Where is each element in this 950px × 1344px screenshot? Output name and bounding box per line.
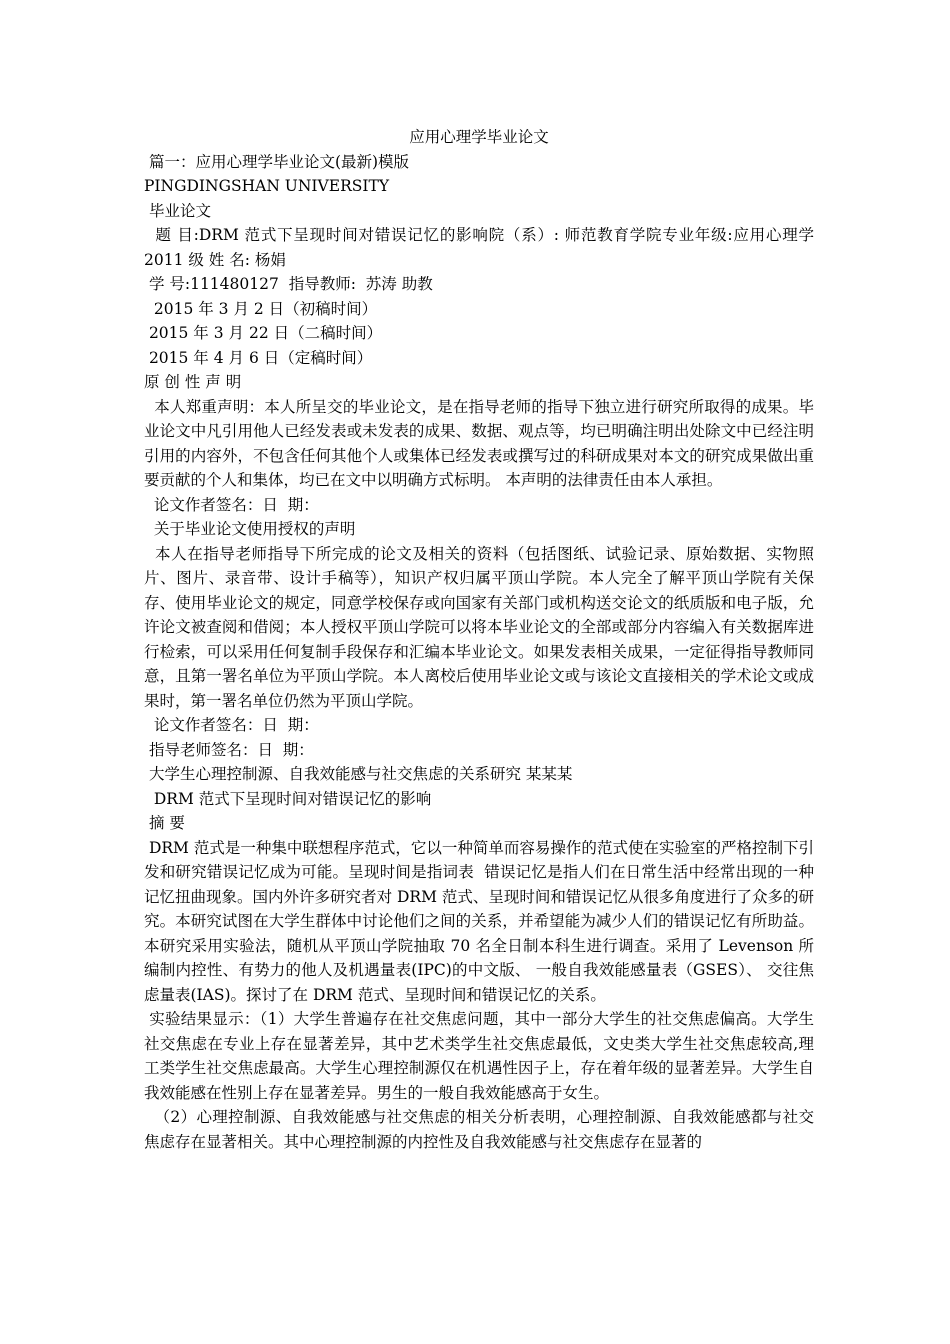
university-name: PINGDINGSHAN UNIVERSITY <box>144 177 390 195</box>
thesis-title-line: DRM 范式下呈现时间对错误记忆的影响 <box>144 789 432 808</box>
date-first-draft: 2015 年 3 月 2 日（初稿时间） <box>144 299 378 318</box>
thesis-label: 毕业论文 <box>144 201 211 220</box>
originality-heading: 原 创 性 声 明 <box>144 373 242 391</box>
abstract-paragraph: DRM 范式是一种集中联想程序范式，它以一种简单而容易操作的范式使在实验室的严格控制下引发和研究错误记忆成为可能。呈现时间是指词表 错误记忆是指人们在日常生活中经常出现的一种记忆扭曲现象。国内外许多研究者对 DRM 范式、呈现时间和错误记忆从很多角度进行了众多的研究。本研究试图在大学生群体中讨论他们之间的关系，并希望能为减少人们的错误记忆有所助益。 本研究采用实验法，随机从平顶山学院抽取 70 名全日制本科生进行调查。采用了 Levenson 所编制内控性、有势力的他人及机遇量表(IPC)的中文版、 一般自我效能感量表（GSES）、 交往焦虑量表(IAS)。探讨了在 DRM 范式、呈现时间和错误记忆的关系。 <box>144 838 824 1004</box>
thesis-topic-info: 题 目:DRM 范式下呈现时间对错误记忆的影响院（系）: 师范教育学院专业年级:应用心理学 2011 级 姓 名: 杨娟 <box>144 226 819 269</box>
authorization-heading: 关于毕业论文使用授权的声明 <box>144 520 356 538</box>
results-paragraph: 实验结果显示：（1）大学生普遍存在社交焦虑问题，其中一部分大学生的社交焦虑偏高。大学生社交焦虑在专业上存在显著差异，其中艺术类学生社交焦虑最低，文史类大学生社交焦虑较高,理工类学生社交焦虑最高。大学生心理控制源仅在机遇性因子上，存在着年级的显著差异。大学生自我效能感在性别上存在显著差异。男生的一般自我效能感高于女生。 <box>144 1010 814 1102</box>
date-second-draft: 2015 年 3 月 22 日（二稿时间） <box>144 324 383 342</box>
correlation-paragraph: （2）心理控制源、自我效能感与社交焦虑的相关分析表明，心理控制源、自我效能感都与社交焦虑存在显著相关。其中心理控制源的内控性及自我效能感与社交焦虑存在显著的 <box>144 1108 814 1151</box>
advisor-signature-line: 指导老师签名：日 期： <box>144 740 314 759</box>
student-id-advisor: 学 号:111480127 指导教师: 苏涛 助教 <box>144 275 433 293</box>
authorization-paragraph: 本人在指导老师指导下所完成的论文及相关的资料（包括图纸、试验记录、原始数据、实物照片、图片、录音带、设计手稿等），知识产权归属平顶山学院。本人完全了解平顶山学院有关保存、使用毕业论文的规定，同意学校保存或向国家有关部门或机构送交论文的纸质版和电子版，允许论文被查阅和借阅；本人授权平顶山学院可以将本毕业论文的全部或部分内容编入有关数据库进行检索，可以采用任何复制手段保存和汇编本毕业论文。如果发表相关成果，一定征得指导教师同意，且第一署名单位为平顶山学院。本人离校后使用毕业论文或与该论文直接相关的学术论文或成果时，第一署名单位仍然为平顶山学院。 <box>144 544 814 710</box>
author-signature-line-2: 论文作者签名：日 期： <box>144 716 319 734</box>
document-title: 应用心理学毕业论文 <box>409 128 549 146</box>
heading-version: 篇一：应用心理学毕业论文(最新)模版 <box>144 152 410 171</box>
date-final-draft: 2015 年 4 月 6 日（定稿时间） <box>144 348 373 367</box>
originality-paragraph: 本人郑重声明：本人所呈交的毕业论文，是在指导老师的指导下独立进行研究所取得的成果。毕业论文中凡引用他人已经发表或未发表的成果、数据、观点等，均已明确注明出处除文中已经注明引用的内容外，不包含任何其他个人或集体已经发表或撰写过的科研成果对本文的研究成果做出重要贡献的个人和集体，均已在文中以明确方式标明。 本声明的法律责任由本人承担。 <box>144 397 814 489</box>
author-signature-line: 论文作者签名：日 期： <box>144 495 319 514</box>
research-title-line: 大学生心理控制源、自我效能感与社交焦虑的关系研究 某某某 <box>144 765 573 783</box>
document-body <box>144 125 824 1154</box>
abstract-heading: 摘 要 <box>144 814 185 832</box>
